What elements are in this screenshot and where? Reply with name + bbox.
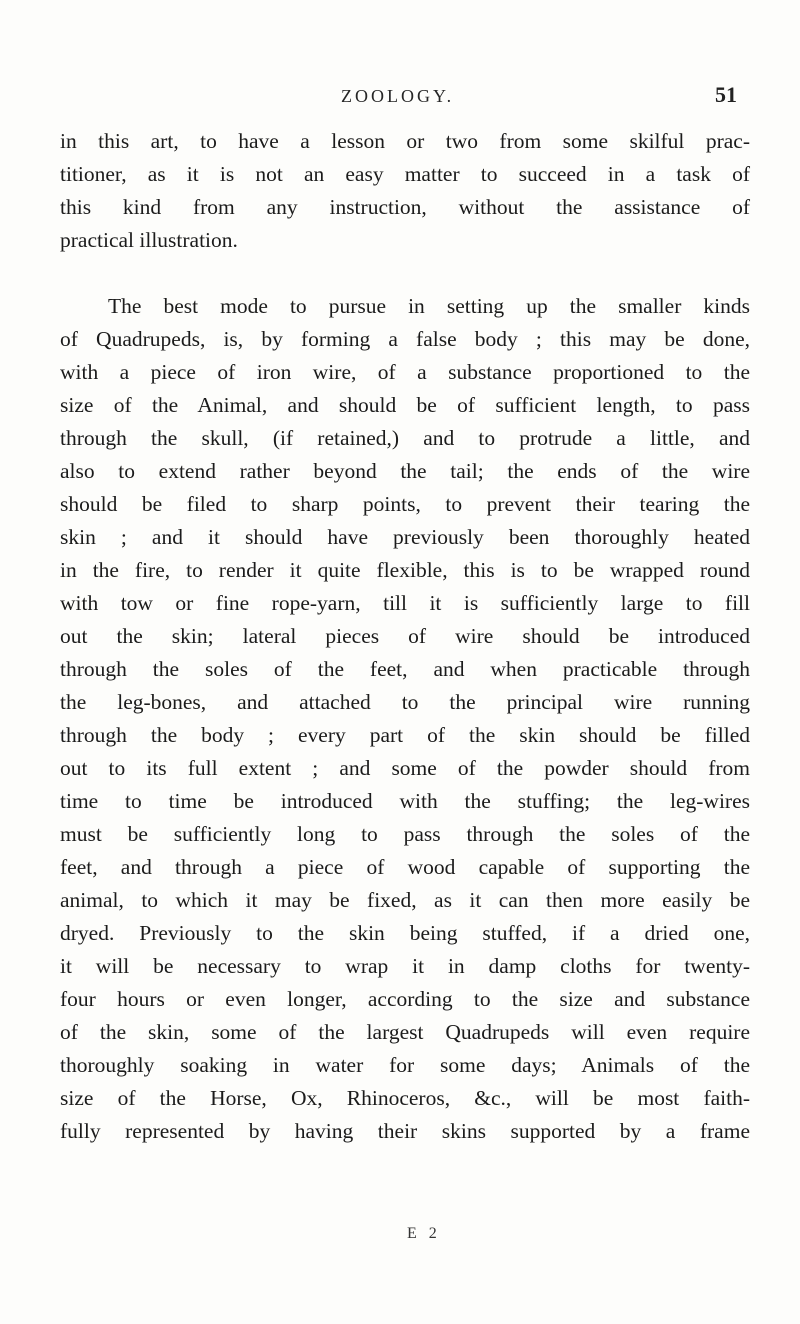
text-line: through the soles of the feet, and when practicable through — [60, 657, 750, 681]
running-head — [0, 82, 800, 116]
text-line: in the fire, to render it quite flexible, this is to be wrapped round — [60, 558, 750, 582]
text-line: titioner, as it is not an easy matter to succeed in a task of — [60, 162, 750, 186]
text-line: time to time be introduced with the stuffing; the leg-wires — [60, 789, 750, 813]
text-line: it will be necessary to wrap it in damp cloths for twenty- — [60, 954, 750, 978]
text-line: out to its full extent ; and some of the powder should from — [60, 756, 750, 780]
text-line: should be filed to sharp points, to prevent their tearing the — [60, 492, 750, 516]
text-line: of the skin, some of the largest Quadrupeds will even require — [60, 1020, 750, 1044]
running-title: ZOOLOGY. — [341, 86, 455, 106]
text-line: in this art, to have a lesson or two from some skilful prac- — [60, 129, 750, 153]
text-line: skin ; and it should have previously been thoroughly heated — [60, 525, 750, 549]
text-line: must be sufficiently long to pass through the soles of the — [60, 822, 750, 846]
text-line: this kind from any instruction, without the assistance of — [60, 195, 750, 219]
paragraph — [60, 290, 750, 1148]
text-line: practical illustration. — [60, 228, 238, 252]
text-line: size of the Animal, and should be of sufficient length, to pass — [60, 393, 750, 417]
text-line: animal, to which it may be fixed, as it can then more easily be — [60, 888, 750, 912]
page-number: 51 — [715, 82, 737, 107]
text-line: of Quadrupeds, is, by forming a false body ; this may be done, — [60, 327, 750, 351]
text-line: out the skin; lateral pieces of wire should be introduced — [60, 624, 750, 648]
text-line: four hours or even longer, according to the size and substance — [60, 987, 750, 1011]
text-line: with a piece of iron wire, of a substance proportioned to the — [60, 360, 750, 384]
text-line: through the skull, (if retained,) and to protrude a little, and — [60, 426, 750, 450]
text-line: thoroughly soaking in water for some days; Animals of the — [60, 1053, 750, 1077]
text-line: size of the Horse, Ox, Rhinoceros, &c., will be most faith- — [60, 1086, 750, 1110]
text-line: feet, and through a piece of wood capable of supporting the — [60, 855, 750, 879]
text-line: through the body ; every part of the skin should be filled — [60, 723, 750, 747]
text-line: dryed. Previously to the skin being stuffed, if a dried one, — [60, 921, 750, 945]
paragraph — [60, 125, 750, 257]
body-text — [60, 125, 750, 1148]
text-line: also to extend rather beyond the tail; the ends of the wire — [60, 459, 750, 483]
paragraph-gap — [60, 257, 750, 290]
text-line: with tow or fine rope-yarn, till it is sufficiently large to fill — [60, 591, 750, 615]
text-line: fully represented by having their skins supported by a frame — [60, 1119, 750, 1143]
text-line: the leg-bones, and attached to the principal wire running — [60, 690, 750, 714]
text-line: The best mode to pursue in setting up the smaller kinds — [108, 294, 750, 318]
signature-mark: E 2 — [407, 1225, 441, 1242]
